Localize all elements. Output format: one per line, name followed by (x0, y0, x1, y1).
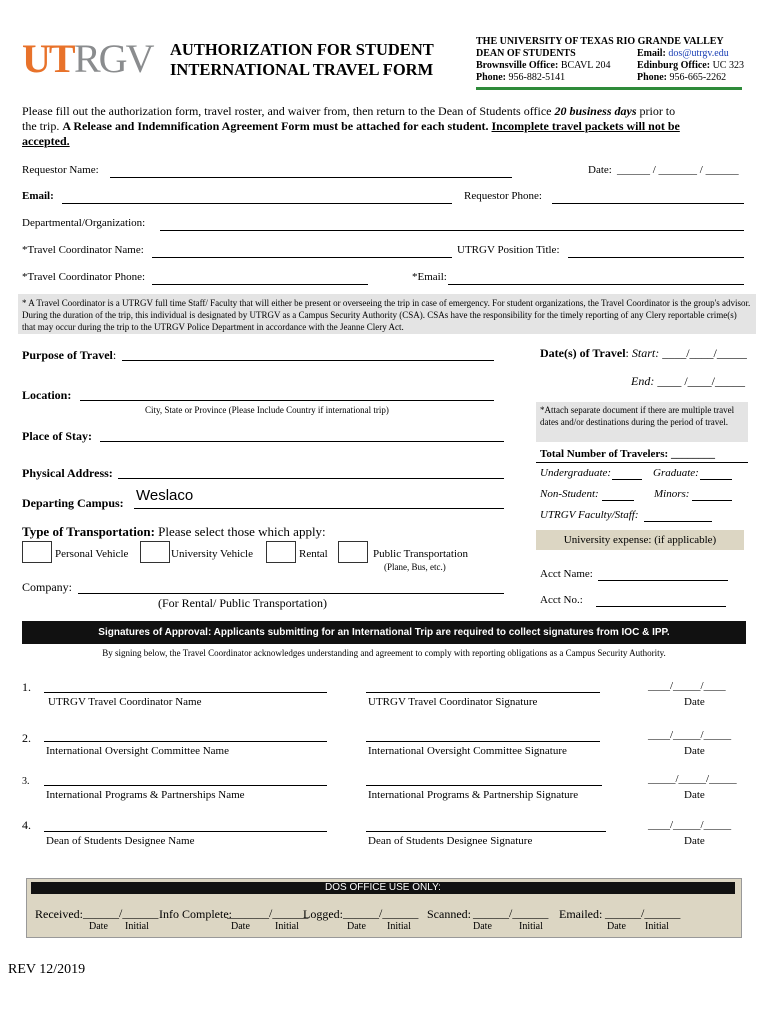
emailed-label: Emailed: (559, 907, 603, 921)
dates-of-travel: Date(s) of Travel: Start: ____/____/_____ (540, 346, 747, 360)
sig-date-label: Date (684, 835, 705, 847)
emailed-initial-label: Initial (645, 921, 669, 932)
graduate-input[interactable] (700, 479, 732, 480)
opt-university-label: University Vehicle (171, 548, 253, 560)
form-title-line1: AUTHORIZATION FOR STUDENT (170, 40, 434, 59)
travel-coord-name-label: *Travel Coordinator Name: (22, 244, 144, 256)
non-student-input[interactable] (602, 500, 634, 501)
total-travelers: Total Number of Travelers: ________ (540, 448, 715, 460)
sig-date-input[interactable]: _____/_____/_____ (648, 773, 737, 785)
departing-campus-line (134, 508, 504, 509)
sig-date-label: Date (684, 789, 705, 801)
minors-label: Minors: (654, 488, 690, 500)
faculty-label: UTRGV Faculty/Staff: (540, 509, 639, 521)
sig-signature-input[interactable] (366, 741, 600, 742)
intro-paragraph: Please fill out the authorization form, travel roster, and waiver from, then return to the Dean of Students office 20 business days prior to the trip. A Release and Indemnification Agreement Form must be attached for each student. Incomplete travel packets will not be accepted. (22, 104, 680, 148)
logged-label: Logged: (303, 907, 343, 921)
info-complete-input[interactable]: _______/______ (227, 906, 309, 920)
received-label: Received: (35, 907, 83, 921)
form-title-line2: INTERNATIONAL TRAVEL FORM (170, 60, 434, 79)
requestor-phone-label: Requestor Phone: (464, 190, 542, 202)
edinburg-phone: Phone: 956-665-2262 (637, 72, 727, 83)
sig-row-num: 4. (22, 818, 31, 832)
email-label: Email: (22, 190, 54, 202)
coord-email-label: *Email: (412, 271, 447, 283)
scanned-input[interactable]: ______/______ (473, 906, 549, 920)
opt-rental-label: Rental (299, 548, 328, 560)
position-title-input[interactable] (568, 257, 744, 258)
sig-signature-label: UTRGV Travel Coordinator Signature (368, 696, 538, 708)
physical-address-label: Physical Address: (22, 466, 113, 480)
office-use-title: DOS OFFICE USE ONLY: (31, 882, 735, 894)
attach-note: *Attach separate document if there are multiple travel dates and/or destinations during the period of travel. (536, 402, 748, 442)
received-input[interactable]: ______/______ (83, 906, 159, 920)
checkbox-public-transport[interactable] (338, 541, 368, 563)
rev-label: REV 12/2019 (8, 962, 86, 977)
brownsville-office: Brownsville Office: BCAVL 204 (476, 60, 611, 71)
sig-name-label: Dean of Students Designee Name (46, 835, 195, 847)
company-label: Company: (22, 580, 72, 594)
scanned-label: Scanned: (427, 907, 471, 921)
university-name: THE UNIVERSITY OF TEXAS RIO GRANDE VALLEY (476, 36, 724, 47)
utrgv-logo (22, 36, 162, 80)
sig-signature-label: International Programs & Partnership Signature (368, 789, 579, 801)
sig-date-label: Date (684, 696, 705, 708)
date-input[interactable]: ______ / _______ / ______ (617, 164, 739, 176)
departing-campus-input[interactable]: Weslaco (136, 487, 194, 504)
date-label: Date: (588, 164, 612, 176)
travel-coord-phone-label: *Travel Coordinator Phone: (22, 271, 146, 283)
departing-campus-label: Departing Campus: (22, 496, 124, 510)
location-hint: City, State or Province (Please Include Country if international trip) (145, 405, 389, 415)
emailed-date-label: Date (607, 921, 626, 932)
header-email: Email: dos@utrgv.edu (637, 48, 729, 59)
sig-row-num: 3. (22, 776, 30, 787)
acct-no-label: Acct No.: (540, 594, 583, 606)
acct-name-label: Acct Name: (540, 568, 593, 580)
company-hint: (For Rental/ Public Transportation) (158, 596, 327, 610)
travel-coordinator-note: * A Travel Coordinator is a UTRGV full time Staff/ Faculty that will either be present or overseeing the trip in case of emergency. For student organizations, the Travel Coordinator is the group's advisor. During the duration of the trip, this individual is designated by UTRGV as a Campus Security Authority (CSA). CSAs have the responsibility for the timely reporting of any Clery reportable crime(s) that may occur during the trip to the UTRGV Police Department in accordance with the Jeanne Clery Act. (18, 294, 756, 334)
requestor-phone-input[interactable] (552, 203, 744, 204)
sig-name-label: International Programs & Partnerships Name (46, 789, 245, 801)
coord-email-input[interactable] (448, 284, 744, 285)
email-link[interactable]: dos@utrgv.edu (668, 48, 729, 59)
sig-name-input[interactable] (44, 741, 327, 742)
requestor-name-input[interactable] (110, 177, 512, 178)
scanned-initial-label: Initial (519, 921, 543, 932)
place-of-stay-label: Place of Stay: (22, 429, 92, 443)
acct-name-input[interactable] (598, 580, 728, 581)
header-rule (476, 87, 742, 90)
received-date-label: Date (89, 921, 108, 932)
travel-coord-phone-input[interactable] (152, 284, 368, 285)
requestor-name-label: Requestor Name: (22, 164, 99, 176)
total-travelers-rule (536, 462, 748, 463)
checkbox-rental[interactable] (266, 541, 296, 563)
email-input[interactable] (62, 203, 452, 204)
svg-text:UT: UT (22, 36, 74, 80)
sig-row-num: 1. (22, 680, 31, 694)
dept-input[interactable] (160, 230, 744, 231)
transport-label: Type of Transportation: Please select those which apply: (22, 524, 326, 539)
info-initial-label: Initial (275, 921, 299, 932)
sig-date-label: Date (684, 745, 705, 757)
faculty-input[interactable] (644, 521, 712, 522)
sig-name-label: UTRGV Travel Coordinator Name (48, 696, 202, 708)
sig-signature-input[interactable] (366, 831, 606, 832)
location-label: Location: (22, 388, 72, 402)
logged-input[interactable]: ______/______ (343, 906, 419, 920)
sig-signature-label: Dean of Students Designee Signature (368, 835, 533, 847)
physical-address-input[interactable] (118, 478, 504, 479)
end-date-input[interactable]: ____ /____/_____ (657, 374, 745, 388)
sig-date-input[interactable]: ____/_____/_____ (648, 819, 732, 831)
dept-label: Departmental/Organization: (22, 217, 146, 229)
checkbox-personal-vehicle[interactable] (22, 541, 52, 563)
non-student-label: Non-Student: (540, 488, 599, 500)
university-expense: University expense: (if applicable) (536, 530, 744, 550)
sig-name-input[interactable] (44, 785, 327, 786)
signatures-banner: Signatures of Approval: Applicants submitting for an International Trip are required to collect signatures from IOC & IPP. (22, 621, 746, 644)
opt-public-hint: (Plane, Bus, etc.) (384, 562, 446, 572)
opt-public-label: Public Transportation (373, 548, 469, 560)
opt-personal-label: Personal Vehicle (55, 548, 129, 560)
start-date-input[interactable]: ____/____/_____ (662, 346, 747, 360)
travel-coord-name-input[interactable] (152, 257, 452, 258)
purpose-input[interactable] (122, 360, 494, 361)
logged-date-label: Date (347, 921, 366, 932)
position-title-label: UTRGV Position Title: (457, 244, 560, 256)
location-input[interactable] (80, 400, 494, 401)
sig-signature-label: International Oversight Committee Signature (368, 745, 567, 757)
info-date-label: Date (231, 921, 250, 932)
sig-name-input[interactable] (44, 831, 327, 832)
logged-initial-label: Initial (387, 921, 411, 932)
svg-text:RGV: RGV (74, 36, 153, 80)
minors-input[interactable] (692, 500, 732, 501)
total-travelers-input[interactable]: ________ (670, 448, 715, 460)
sig-row-num: 2. (22, 731, 31, 745)
acct-no-input[interactable] (596, 606, 726, 607)
sig-date-input[interactable]: ____/_____/____ (648, 680, 726, 692)
sig-signature-input[interactable] (366, 692, 600, 693)
undergrad-label: Undergraduate: (540, 467, 612, 479)
sig-name-label: International Oversight Committee Name (46, 745, 229, 757)
purpose-label: Purpose of Travel: (22, 348, 117, 362)
place-of-stay-input[interactable] (100, 441, 504, 442)
sig-date-input[interactable]: ____/_____/_____ (648, 729, 732, 741)
end-date: End: ____ /____/_____ (631, 374, 745, 388)
sig-name-input[interactable] (44, 692, 327, 693)
sig-signature-input[interactable] (366, 785, 602, 786)
signatures-ack: By signing below, the Travel Coordinator acknowledges understanding and agreement to comply with reporting obligations as a Campus Security Authority. (102, 648, 666, 658)
undergrad-input[interactable] (612, 479, 642, 480)
graduate-label: Graduate: (653, 467, 699, 479)
emailed-input[interactable]: ______/______ (605, 906, 681, 920)
company-input[interactable] (78, 593, 504, 594)
received-initial-label: Initial (125, 921, 149, 932)
brownsville-phone: Phone: 956-882-5141 (476, 72, 566, 83)
office-use-box (26, 878, 742, 938)
edinburg-office: Edinburg Office: UC 323 (637, 60, 744, 71)
scanned-date-label: Date (473, 921, 492, 932)
form-title (170, 40, 434, 80)
checkbox-university-vehicle[interactable] (140, 541, 170, 563)
info-complete-label: Info Complete: (159, 907, 232, 921)
dean-of-students: DEAN OF STUDENTS (476, 48, 576, 59)
